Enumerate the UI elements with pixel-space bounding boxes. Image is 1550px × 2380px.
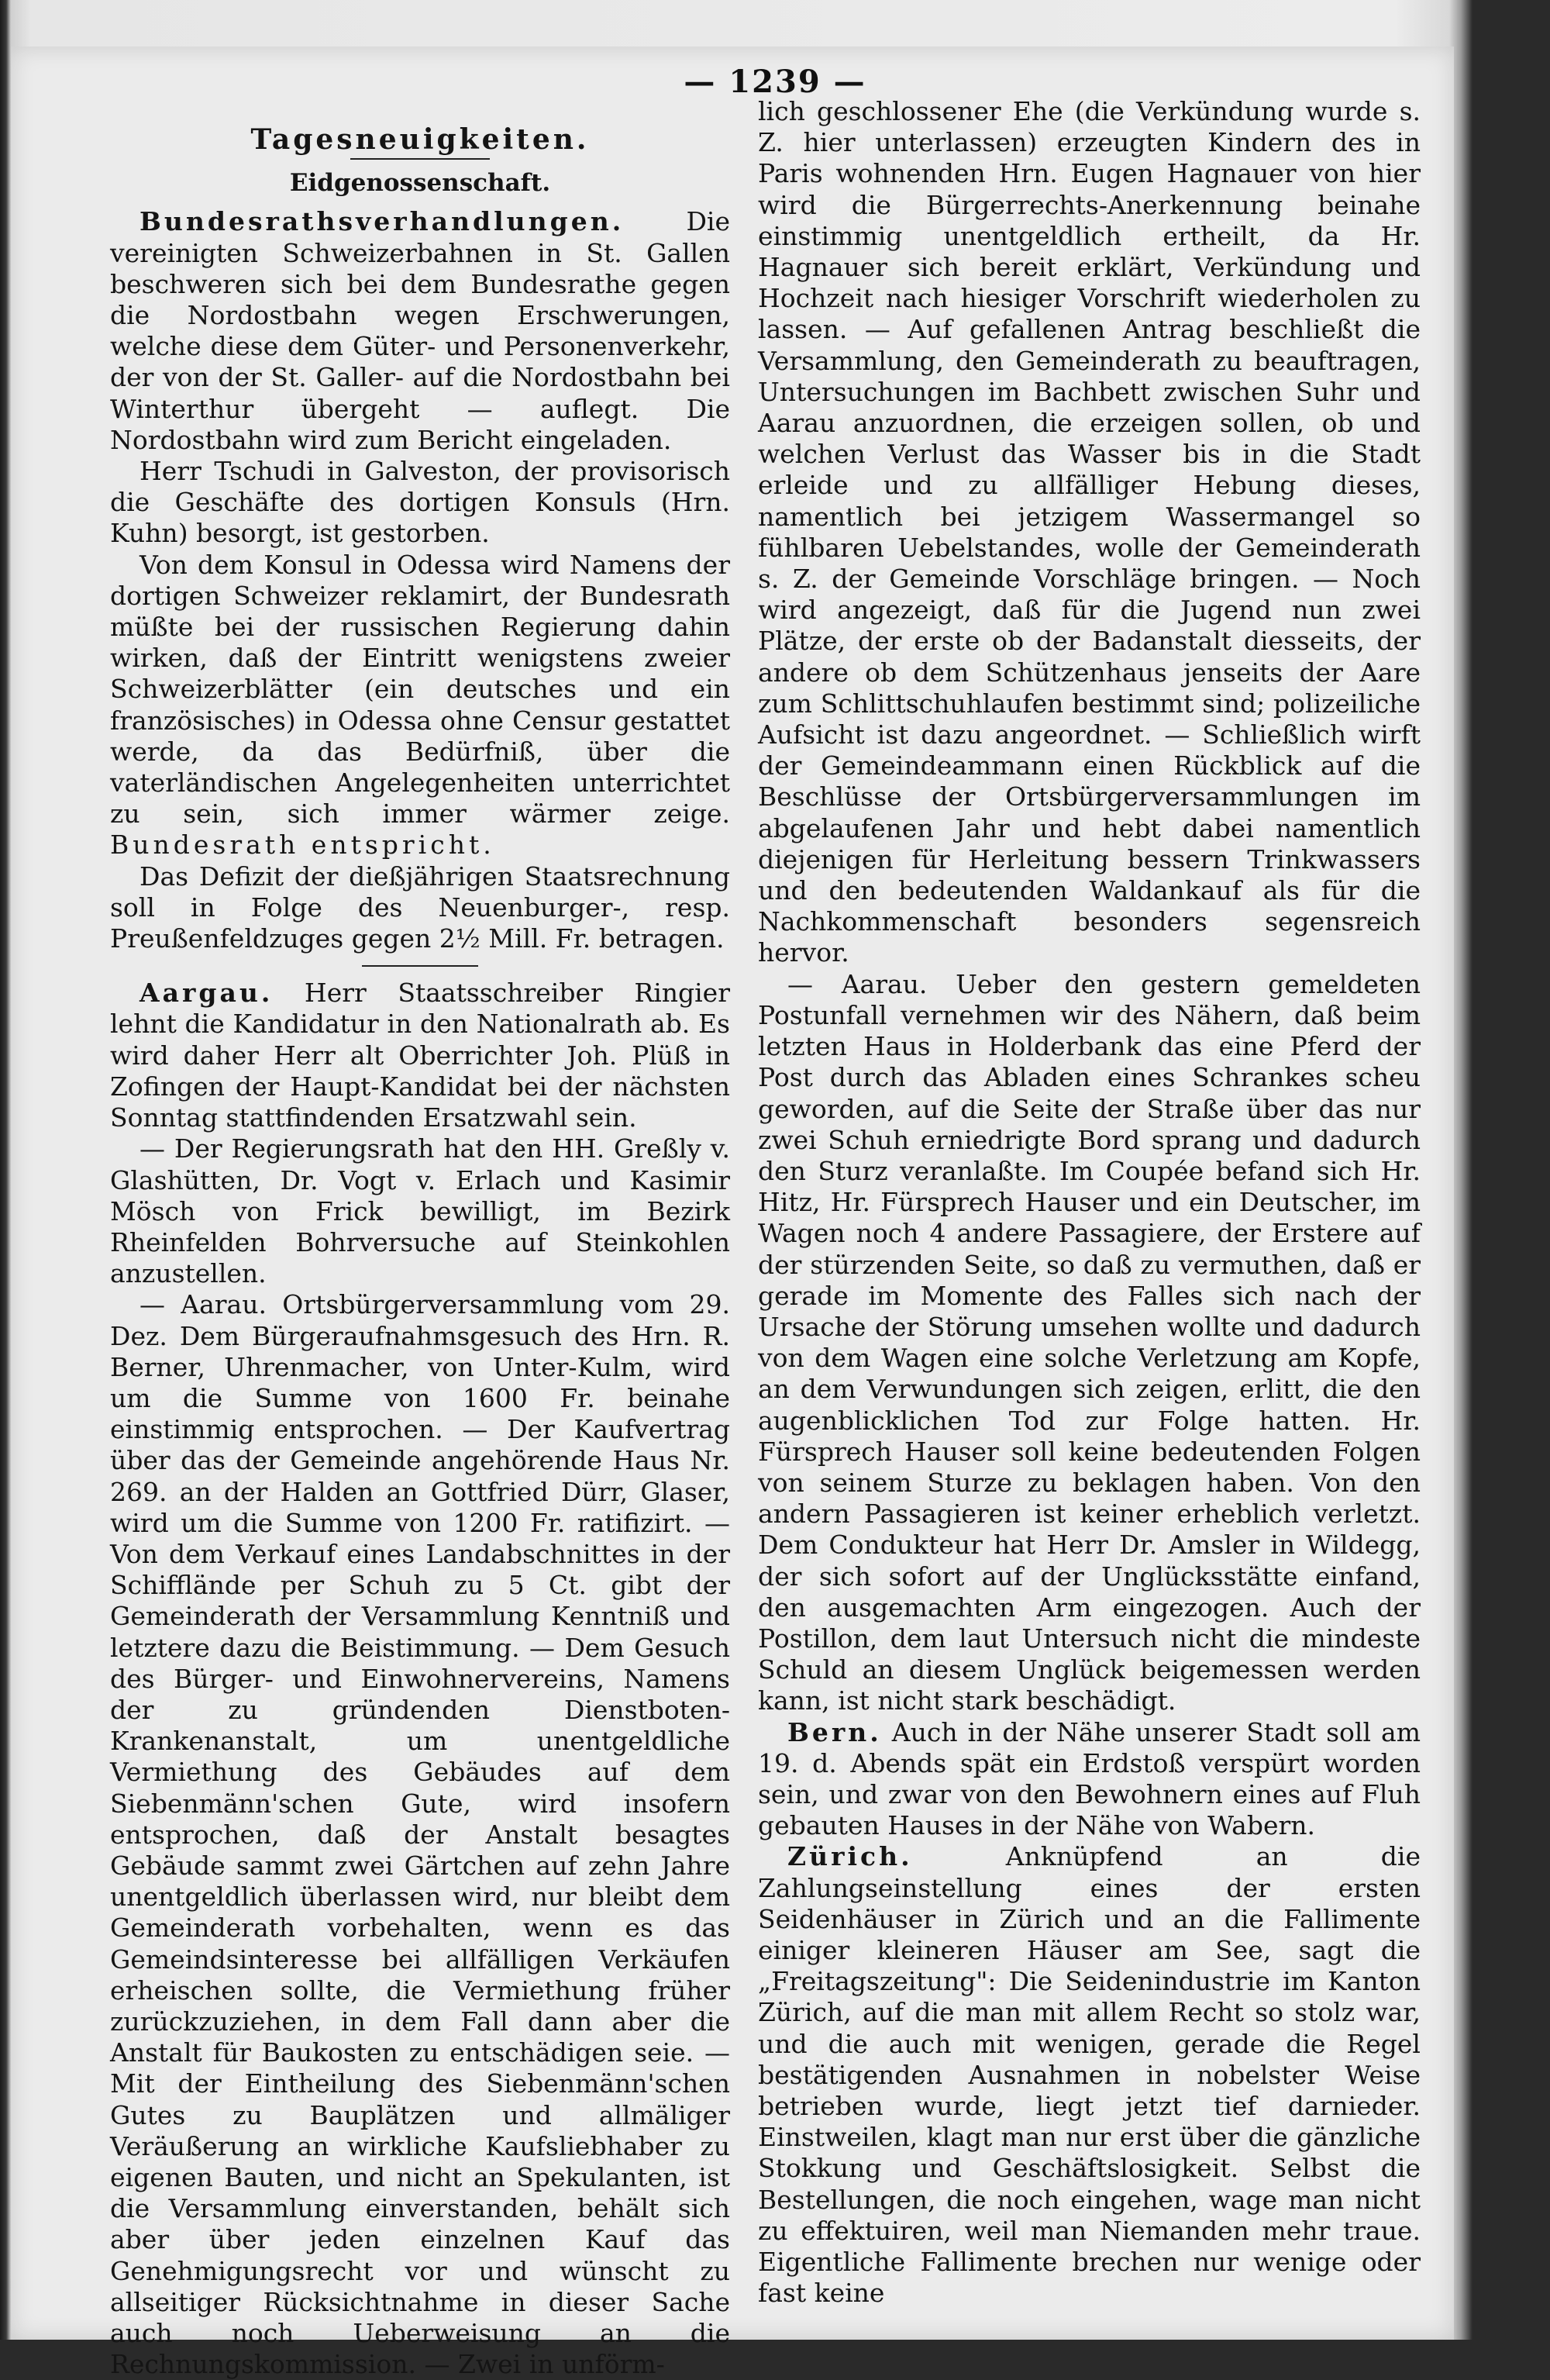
article-paragraph	[758, 1717, 1421, 1842]
right-column	[758, 96, 1421, 2309]
article-lead: Zürich.	[787, 1841, 913, 1872]
article-text: Anknüpfend an die Zahlungseinstellung eines der ersten Seidenhäuser in Zürich und an die Fallimente einiger kleineren Häuser am See, sagt die „Freitagszeitung": Die Seidenindustrie im Kanton Zürich, auf die man mit allem Recht so stolz war, und die auch mit wenigen, gerade die Regel bestätigenden Ausnahmen in nobelster Weise betrieben wurde, liegt jetzt tief darnieder. Einstweilen, klagt man nur erst über die gänzliche Stokkung und Geschäftslosigkeit. Selbst die Bestellungen, die noch eingehen, wage man nicht zu effektuiren, weil man Niemanden mehr traue. Eigentliche Fallimente brechen nur wenige oder fast keine	[758, 1841, 1421, 2309]
article-paragraph: lich geschlossener Ehe (die Verkündung wurde s. Z. hier unterlassen) erzeugten Kindern des in Paris wohnenden Hrn. Eugen Hagnauer von hier wird die Bürgerrechts-Anerkennung beinahe einstimmig unentgeldlich ertheilt, da Hr. Hagnauer sich bereit erklärt, Verkündung und Hochzeit nach hiesiger Vorschrift wiederholen zu lassen. — Auf gefallenen Antrag beschließt die Versammlung, den Gemeinderath zu beauftragen, Untersuchungen im Bachbett zwischen Suhr und Aarau anzuordnen, die erzeigen sollen, ob und welchen Verlust das Wasser bis in die Stadt erleide und zu allfälliger Hebung dieses, namentlich bei jetzigem Wassermangel so fühlbaren Uebelstandes, wolle der Gemeinderath s. Z. der Gemeinde Vorschläge bringen. — Noch wird angezeigt, daß für die Jugend nun zwei Plätze, der erste ob der Badanstalt diesseits, der andere ob dem Schützenhaus jenseits der Aare zum Schlittschuhlaufen bestimmt sind; polizeiliche Aufsicht ist dazu angeordnet. — Schließlich wirft der Gemeindeammann einen Rückblick auf die Beschlüsse der Ortsbürgerversammlungen im abgelaufenen Jahr und hebt dabei namentlich diejenigen für Herleitung bessern Trinkwassers und den bedeutenden Waldankauf als für die Nachkommenschaft besonders segensreich hervor.	[758, 96, 1421, 968]
article-paragraph: — Aarau. Ueber den gestern gemeldeten Postunfall vernehmen wir des Nähern, daß beim letzten Haus in Holderbank das eine Pferd der Post durch das Abladen eines Schrankes scheu geworden, auf die Seite der Straße über das nur zwei Schuh erniedrigte Bord sprang und dadurch den Sturz veranlaßte. Im Coupée befand sich Hr. Hitz, Hr. Fürsprech Hauser und ein Deutscher, im Wagen noch 4 andere Passagiere, der Erstere auf der stürzenden Seite, so daß zu vermuthen, daß er gerade im Momente des Falles sich nach der Ursache der Störung umsehen wollte und dadurch von dem Wagen eine solche Verletzung am Kopfe, an dem Verwundungen sich zeigen, erlitt, die den augenblicklichen Tod zur Folge hatten. Hr. Fürsprech Hauser soll keine bedeutenden Folgen von seinem Sturze zu beklagen haben. Von den andern Passagieren ist keiner erheblich verletzt. Dem Condukteur hat Herr Dr. Amsler in Wildegg, der sich sofort auf der Unglücksstätte einfand, den ausgemachten Arm eingezogen. Auch der Postillon, dem laut Untersuch nicht die mindeste Schuld an diesem Unglück beigemessen werden kann, ist nicht stark beschädigt.	[758, 968, 1421, 1716]
article-text: Herr Staatsschreiber Ringier lehnt die Kandidatur in den Nationalrath ab. Es wird daher Herr alt Oberrichter Joh. Plüß in Zofingen der Haupt-Kandidat bei der nächsten Sonntag stattfindenden Ersatzwahl sein.	[110, 978, 730, 1133]
article-lead: Bern.	[787, 1716, 882, 1747]
section-divider	[362, 965, 478, 967]
article-paragraph	[110, 550, 730, 861]
article-text: Bundesrath entspricht.	[110, 830, 495, 861]
article-paragraph	[110, 978, 730, 1133]
page-number: — 1239 —	[684, 64, 866, 100]
article-lead: Aargau.	[140, 978, 274, 1009]
article-paragraph: Das Defizit der dießjährigen Staatsrechnung soll in Folge des Neuenburger-, resp. Preußenfeldzuges gegen 2½ Mill. Fr. betragen.	[110, 861, 730, 954]
left-column	[110, 109, 730, 2380]
section-subheading: Eidgenossenschaft.	[289, 169, 551, 198]
article-paragraph	[110, 206, 730, 456]
article-text: Von dem Konsul in Odessa wird Namens der dortigen Schweizer reklamirt, der Bundesrath müßte bei der russischen Regierung dahin wirken, daß der Eintritt wenigstens zweier Schweizerblätter (ein deutsches und ein französisches) in Odessa ohne Censur gestattet werde, da das Bedürfniß, über die vaterländischen Angelegenheiten unterrichtet zu sein, sich immer wärmer zeige.	[110, 549, 730, 830]
article-paragraph: — Aarau. Ortsbürgerversammlung vom 29. Dez. Dem Bürgeraufnahmsgesuch des Hrn. R. Berner, Uhrenmacher, von Unter-Kulm, wird um die Summe von 1600 Fr. beinahe einstimmig entsprochen. — Der Kaufvertrag über das der Gemeinde angehörende Haus Nr. 269. an der Halden an Gottfried Dürr, Glaser, wird um die Summe von 1200 Fr. ratifizirt. — Von dem Verkauf eines Landabschnittes in der Schifflände per Schuh zu 5 Ct. gibt der Gemeinderath der Versammlung Kenntniß und letztere dazu die Beistimmung. — Dem Gesuch des Bürger- und Einwohnervereins, Namens der zu gründenden Dienstboten-Krankenanstalt, um unentgeldliche Vermiethung des Gebäudes auf dem Siebenmänn'schen Gute, wird insofern entsprochen, daß der Anstalt besagtes Gebäude sammt zwei Gärtchen auf zehn Jahre unentgeldlich überlassen wird, nur bleibt dem Gemeinderath vorbehalten, wenn es das Gemeindsinteresse bei allfälligen Verkäufen erheischen sollte, die Vermiethung früher zurückzuziehen, in dem Fall dann aber die Anstalt für Baukosten zu entschädigen seie. — Mit der Eintheilung des Siebenmänn'schen Gutes zu Bauplätzen und allmäliger Veräußerung an wirkliche Kaufsliebhaber zu eigenen Bauten, und nicht an Spekulanten, ist die Versammlung einverstanden, behält sich aber über jeden einzelnen Kauf das Genehmigungsrecht vor und wünscht zu allseitiger Rücksichtnahme in dieser Sache auch noch Ueberweisung an die Rechnungskommission. — Zwei in unförm-	[110, 1289, 730, 2380]
article-text: Auch in der Nähe unserer Stadt soll am 19. d. Abends spät ein Erdstoß verspürt worden sein, und zwar von den Bewohnern eines auf Fluh gebauten Hauses in der Nähe von Wabern.	[758, 1716, 1421, 1841]
article-text: Die vereinigten Schweizerbahnen in St. Gallen beschweren sich bei dem Bundesrathe gegen die Nordostbahn wegen Erschwerungen, welche diese dem Güter- und Personenverkehr, der von der St. Galler- auf die Nordostbahn bei Winterthur übergeht — auflegt. Die Nordostbahn wird zum Bericht eingeladen.	[110, 206, 730, 455]
article-lead: Bundesrathsverhandlungen.	[140, 206, 625, 237]
section-heading: Tagesneuigkeiten.	[250, 123, 590, 156]
article-paragraph: Herr Tschudi in Galveston, der provisorisch die Geschäfte des dortigen Konsuls (Hrn. Kuhn) besorgt, ist gestorben.	[110, 456, 730, 549]
heading-rule	[350, 158, 490, 160]
article-paragraph	[758, 1841, 1421, 2309]
article-paragraph: — Der Regierungsrath hat den HH. Greßly v. Glashütten, Dr. Vogt v. Erlach und Kasimir Mösch von Frick bewilligt, im Bezirk Rheinfelden Bohrversuche auf Steinkohlen anzustellen.	[110, 1133, 730, 1289]
